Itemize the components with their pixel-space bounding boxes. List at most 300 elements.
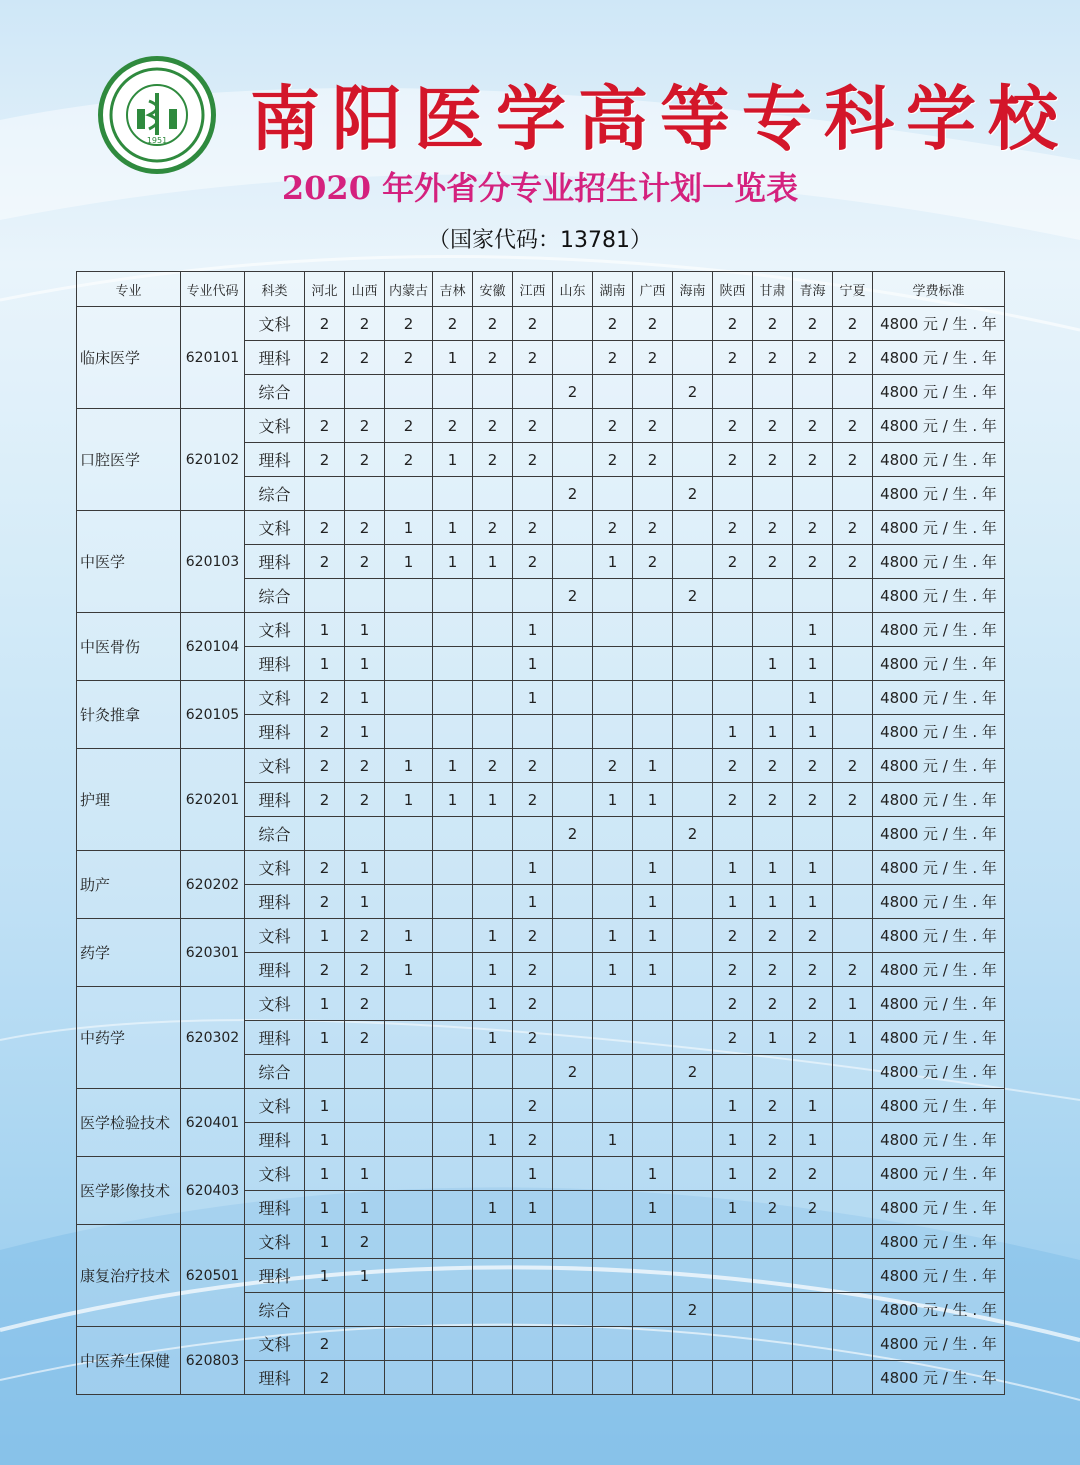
quota-cell: 1 xyxy=(473,1123,513,1157)
major-name: 医学影像技术 xyxy=(77,1157,181,1225)
quota-cell: 2 xyxy=(345,783,385,817)
quota-cell xyxy=(833,851,873,885)
quota-cell: 2 xyxy=(713,511,753,545)
quota-cell: 1 xyxy=(345,647,385,681)
quota-cell: 1 xyxy=(713,1191,753,1225)
quota-cell xyxy=(553,1191,593,1225)
quota-cell xyxy=(385,817,433,851)
quota-cell: 1 xyxy=(633,1191,673,1225)
quota-cell xyxy=(833,1225,873,1259)
tuition-cell: 4800 元 / 生 . 年 xyxy=(873,375,1005,409)
category-cell: 理科 xyxy=(245,545,305,579)
quota-cell: 1 xyxy=(713,851,753,885)
quota-cell xyxy=(713,1055,753,1089)
quota-cell xyxy=(673,1225,713,1259)
tuition-cell: 4800 元 / 生 . 年 xyxy=(873,715,1005,749)
quota-cell xyxy=(673,545,713,579)
quota-cell xyxy=(513,477,553,511)
quota-cell xyxy=(433,987,473,1021)
quota-cell xyxy=(633,1089,673,1123)
quota-cell xyxy=(833,919,873,953)
quota-cell xyxy=(433,953,473,987)
quota-cell: 1 xyxy=(793,715,833,749)
quota-cell: 2 xyxy=(673,477,713,511)
quota-cell: 2 xyxy=(753,1191,793,1225)
quota-cell: 2 xyxy=(713,953,753,987)
quota-cell: 2 xyxy=(633,545,673,579)
tuition-cell: 4800 元 / 生 . 年 xyxy=(873,1089,1005,1123)
category-cell: 综合 xyxy=(245,579,305,613)
tuition-cell: 4800 元 / 生 . 年 xyxy=(873,477,1005,511)
quota-cell xyxy=(385,1259,433,1293)
quota-cell: 2 xyxy=(553,375,593,409)
quota-cell xyxy=(433,375,473,409)
quota-cell: 2 xyxy=(753,511,793,545)
quota-cell xyxy=(345,1361,385,1395)
major-code: 620302 xyxy=(181,987,245,1089)
quota-cell xyxy=(633,1021,673,1055)
quota-cell: 2 xyxy=(833,953,873,987)
quota-cell xyxy=(713,477,753,511)
quota-cell xyxy=(473,1293,513,1327)
quota-cell xyxy=(593,1293,633,1327)
quota-cell xyxy=(793,1361,833,1395)
quota-cell: 1 xyxy=(305,1225,345,1259)
quota-cell: 2 xyxy=(305,341,345,375)
quota-cell: 1 xyxy=(473,953,513,987)
quota-cell: 1 xyxy=(385,749,433,783)
quota-cell: 1 xyxy=(593,1123,633,1157)
quota-cell xyxy=(673,647,713,681)
quota-cell: 1 xyxy=(593,783,633,817)
major-name: 中医骨伤 xyxy=(77,613,181,681)
quota-cell xyxy=(833,1259,873,1293)
quota-cell xyxy=(673,1191,713,1225)
quota-cell xyxy=(433,477,473,511)
quota-cell xyxy=(593,1055,633,1089)
quota-cell xyxy=(633,681,673,715)
quota-cell: 2 xyxy=(793,545,833,579)
quota-cell xyxy=(673,851,713,885)
quota-cell xyxy=(633,1055,673,1089)
quota-cell xyxy=(473,477,513,511)
column-header: 山西 xyxy=(345,272,385,307)
quota-cell: 1 xyxy=(345,715,385,749)
tuition-cell: 4800 元 / 生 . 年 xyxy=(873,749,1005,783)
quota-cell: 1 xyxy=(633,953,673,987)
category-cell: 文科 xyxy=(245,1157,305,1191)
quota-cell xyxy=(673,1021,713,1055)
quota-cell xyxy=(593,1157,633,1191)
quota-cell xyxy=(433,613,473,647)
quota-cell xyxy=(345,1123,385,1157)
quota-cell: 2 xyxy=(433,409,473,443)
quota-cell: 2 xyxy=(305,409,345,443)
quota-cell: 2 xyxy=(713,783,753,817)
column-header: 专业 xyxy=(77,272,181,307)
tuition-cell: 4800 元 / 生 . 年 xyxy=(873,987,1005,1021)
quota-cell xyxy=(473,613,513,647)
quota-cell xyxy=(433,1021,473,1055)
quota-cell xyxy=(833,579,873,613)
quota-cell xyxy=(553,409,593,443)
major-name: 口腔医学 xyxy=(77,409,181,511)
quota-cell xyxy=(433,579,473,613)
quota-cell xyxy=(433,919,473,953)
quota-cell xyxy=(385,1021,433,1055)
quota-cell: 2 xyxy=(633,511,673,545)
quota-cell: 1 xyxy=(753,851,793,885)
major-code: 620403 xyxy=(181,1157,245,1225)
major-name: 针灸推拿 xyxy=(77,681,181,749)
quota-cell xyxy=(553,681,593,715)
quota-cell: 1 xyxy=(633,1157,673,1191)
quota-cell: 1 xyxy=(433,545,473,579)
column-header: 海南 xyxy=(673,272,713,307)
quota-cell xyxy=(673,511,713,545)
category-cell: 综合 xyxy=(245,375,305,409)
quota-cell xyxy=(593,851,633,885)
category-cell: 文科 xyxy=(245,1089,305,1123)
quota-cell xyxy=(833,1361,873,1395)
quota-cell: 1 xyxy=(513,647,553,681)
quota-cell xyxy=(385,1055,433,1089)
quota-cell xyxy=(473,1225,513,1259)
tuition-cell: 4800 元 / 生 . 年 xyxy=(873,885,1005,919)
column-header: 广西 xyxy=(633,272,673,307)
tuition-cell: 4800 元 / 生 . 年 xyxy=(873,1191,1005,1225)
quota-cell: 2 xyxy=(385,341,433,375)
quota-cell xyxy=(633,1327,673,1361)
quota-cell xyxy=(833,715,873,749)
quota-cell: 1 xyxy=(513,1191,553,1225)
quota-cell: 2 xyxy=(385,409,433,443)
quota-cell: 2 xyxy=(713,919,753,953)
quota-cell xyxy=(793,817,833,851)
quota-cell: 2 xyxy=(553,477,593,511)
category-cell: 文科 xyxy=(245,749,305,783)
quota-cell: 2 xyxy=(713,307,753,341)
school-name: 南阳医学高等专科学校 xyxy=(250,77,1070,160)
major-code: 620102 xyxy=(181,409,245,511)
quota-cell: 2 xyxy=(793,987,833,1021)
quota-cell xyxy=(673,307,713,341)
tuition-cell: 4800 元 / 生 . 年 xyxy=(873,1293,1005,1327)
quota-cell xyxy=(753,681,793,715)
quota-cell: 2 xyxy=(305,749,345,783)
quota-cell xyxy=(385,1089,433,1123)
quota-cell: 1 xyxy=(513,851,553,885)
quota-cell: 1 xyxy=(753,1021,793,1055)
quota-cell xyxy=(385,647,433,681)
tuition-cell: 4800 元 / 生 . 年 xyxy=(873,613,1005,647)
quota-cell xyxy=(553,987,593,1021)
quota-cell: 1 xyxy=(473,783,513,817)
quota-cell: 2 xyxy=(593,443,633,477)
quota-cell xyxy=(433,1123,473,1157)
quota-cell xyxy=(593,817,633,851)
major-code: 620401 xyxy=(181,1089,245,1157)
quota-cell xyxy=(753,477,793,511)
quota-cell: 2 xyxy=(345,443,385,477)
category-cell: 文科 xyxy=(245,987,305,1021)
quota-cell xyxy=(633,1259,673,1293)
quota-cell xyxy=(553,919,593,953)
column-header: 专业代码 xyxy=(181,272,245,307)
quota-cell xyxy=(385,1123,433,1157)
quota-cell xyxy=(473,851,513,885)
quota-cell xyxy=(513,579,553,613)
quota-cell: 2 xyxy=(513,409,553,443)
tuition-cell: 4800 元 / 生 . 年 xyxy=(873,919,1005,953)
category-cell: 文科 xyxy=(245,1327,305,1361)
quota-cell xyxy=(513,1327,553,1361)
quota-cell: 1 xyxy=(385,783,433,817)
quota-cell: 1 xyxy=(433,749,473,783)
tuition-cell: 4800 元 / 生 . 年 xyxy=(873,1157,1005,1191)
quota-cell: 2 xyxy=(793,749,833,783)
category-cell: 文科 xyxy=(245,851,305,885)
category-cell: 理科 xyxy=(245,1259,305,1293)
quota-cell: 2 xyxy=(673,817,713,851)
quota-cell: 2 xyxy=(345,307,385,341)
quota-cell: 1 xyxy=(385,545,433,579)
quota-cell: 2 xyxy=(633,341,673,375)
quota-cell xyxy=(305,1293,345,1327)
quota-cell: 2 xyxy=(753,409,793,443)
quota-cell: 2 xyxy=(513,749,553,783)
quota-cell xyxy=(553,783,593,817)
quota-cell xyxy=(753,1327,793,1361)
quota-cell xyxy=(305,477,345,511)
quota-cell xyxy=(593,375,633,409)
category-cell: 文科 xyxy=(245,919,305,953)
quota-cell: 2 xyxy=(305,1361,345,1395)
tuition-cell: 4800 元 / 生 . 年 xyxy=(873,817,1005,851)
quota-cell xyxy=(433,1225,473,1259)
quota-cell: 2 xyxy=(593,307,633,341)
quota-cell xyxy=(633,375,673,409)
tuition-cell: 4800 元 / 生 . 年 xyxy=(873,1021,1005,1055)
quota-cell: 1 xyxy=(513,1157,553,1191)
quota-cell xyxy=(385,681,433,715)
quota-cell xyxy=(793,1225,833,1259)
table-row xyxy=(77,749,1005,783)
quota-cell xyxy=(385,1361,433,1395)
major-code: 620803 xyxy=(181,1327,245,1395)
quota-cell: 2 xyxy=(793,919,833,953)
quota-cell xyxy=(473,1361,513,1395)
category-cell: 文科 xyxy=(245,307,305,341)
quota-cell: 2 xyxy=(793,443,833,477)
major-name: 药学 xyxy=(77,919,181,987)
quota-cell xyxy=(553,613,593,647)
tuition-cell: 4800 元 / 生 . 年 xyxy=(873,511,1005,545)
major-name: 医学检验技术 xyxy=(77,1089,181,1157)
quota-cell xyxy=(593,1021,633,1055)
quota-cell: 1 xyxy=(633,885,673,919)
column-header: 青海 xyxy=(793,272,833,307)
quota-cell: 1 xyxy=(305,1089,345,1123)
quota-cell xyxy=(593,647,633,681)
quota-cell xyxy=(593,1259,633,1293)
quota-cell: 1 xyxy=(345,613,385,647)
quota-cell: 2 xyxy=(713,1021,753,1055)
quota-cell xyxy=(513,1055,553,1089)
category-cell: 理科 xyxy=(245,341,305,375)
quota-cell: 2 xyxy=(753,443,793,477)
quota-cell: 2 xyxy=(433,307,473,341)
quota-cell: 1 xyxy=(713,885,753,919)
quota-cell: 2 xyxy=(553,1055,593,1089)
major-code: 620103 xyxy=(181,511,245,613)
quota-cell: 1 xyxy=(385,953,433,987)
quota-cell xyxy=(833,885,873,919)
quota-cell xyxy=(673,1259,713,1293)
quota-cell: 1 xyxy=(513,681,553,715)
quota-cell: 1 xyxy=(305,1157,345,1191)
quota-cell: 2 xyxy=(793,1157,833,1191)
quota-cell: 1 xyxy=(713,1089,753,1123)
svg-text:1951: 1951 xyxy=(146,136,168,145)
quota-cell: 2 xyxy=(713,443,753,477)
quota-cell: 2 xyxy=(305,953,345,987)
major-name: 中医学 xyxy=(77,511,181,613)
quota-cell: 2 xyxy=(473,307,513,341)
quota-cell xyxy=(833,681,873,715)
quota-cell xyxy=(673,953,713,987)
column-header: 内蒙古 xyxy=(385,272,433,307)
quota-cell xyxy=(473,1157,513,1191)
quota-cell xyxy=(753,1259,793,1293)
tuition-cell: 4800 元 / 生 . 年 xyxy=(873,307,1005,341)
quota-cell: 1 xyxy=(345,1157,385,1191)
quota-cell xyxy=(753,1225,793,1259)
column-header: 安徽 xyxy=(473,272,513,307)
table-row xyxy=(77,511,1005,545)
major-code: 620104 xyxy=(181,613,245,681)
quota-cell: 2 xyxy=(305,1327,345,1361)
quota-cell xyxy=(673,1361,713,1395)
column-header: 河北 xyxy=(305,272,345,307)
major-name: 中药学 xyxy=(77,987,181,1089)
quota-cell xyxy=(833,1089,873,1123)
quota-cell: 2 xyxy=(513,341,553,375)
column-header: 陕西 xyxy=(713,272,753,307)
quota-cell: 2 xyxy=(345,953,385,987)
quota-cell xyxy=(833,375,873,409)
quota-cell: 1 xyxy=(305,1123,345,1157)
quota-cell xyxy=(473,1055,513,1089)
quota-cell: 1 xyxy=(793,885,833,919)
tuition-cell: 4800 元 / 生 . 年 xyxy=(873,783,1005,817)
quota-cell: 1 xyxy=(793,1089,833,1123)
quota-cell: 1 xyxy=(633,851,673,885)
quota-cell: 1 xyxy=(305,1021,345,1055)
category-cell: 理科 xyxy=(245,783,305,817)
category-cell: 综合 xyxy=(245,817,305,851)
quota-cell xyxy=(673,1089,713,1123)
quota-cell xyxy=(553,851,593,885)
quota-cell xyxy=(593,1225,633,1259)
quota-cell: 2 xyxy=(305,715,345,749)
tuition-cell: 4800 元 / 生 . 年 xyxy=(873,1327,1005,1361)
quota-cell xyxy=(673,1157,713,1191)
quota-cell xyxy=(433,647,473,681)
quota-cell: 2 xyxy=(833,443,873,477)
quota-cell: 2 xyxy=(753,749,793,783)
quota-cell xyxy=(433,851,473,885)
quota-cell: 2 xyxy=(713,341,753,375)
quota-cell: 2 xyxy=(345,545,385,579)
quota-cell: 1 xyxy=(473,1021,513,1055)
table-row xyxy=(77,409,1005,443)
quota-cell: 1 xyxy=(385,511,433,545)
major-name: 中医养生保健 xyxy=(77,1327,181,1395)
quota-cell xyxy=(713,1327,753,1361)
column-header: 湖南 xyxy=(593,272,633,307)
major-name: 康复治疗技术 xyxy=(77,1225,181,1327)
quota-cell xyxy=(753,613,793,647)
tuition-cell: 4800 元 / 生 . 年 xyxy=(873,1259,1005,1293)
quota-cell: 2 xyxy=(793,341,833,375)
quota-cell: 1 xyxy=(713,1123,753,1157)
national-code: （国家代码：13781） xyxy=(428,228,652,253)
quota-cell xyxy=(385,987,433,1021)
quota-cell: 1 xyxy=(793,613,833,647)
quota-cell xyxy=(593,579,633,613)
quota-cell: 1 xyxy=(433,783,473,817)
quota-cell xyxy=(385,375,433,409)
quota-cell: 1 xyxy=(385,919,433,953)
quota-cell xyxy=(305,375,345,409)
major-name: 助产 xyxy=(77,851,181,919)
category-cell: 文科 xyxy=(245,409,305,443)
quota-cell xyxy=(593,1191,633,1225)
quota-cell xyxy=(673,341,713,375)
quota-cell xyxy=(305,579,345,613)
category-cell: 文科 xyxy=(245,511,305,545)
quota-cell xyxy=(753,1361,793,1395)
quota-cell: 2 xyxy=(753,953,793,987)
quota-cell: 1 xyxy=(793,681,833,715)
quota-cell: 1 xyxy=(473,919,513,953)
quota-cell xyxy=(513,1293,553,1327)
quota-cell xyxy=(673,987,713,1021)
quota-cell xyxy=(833,477,873,511)
quota-cell: 2 xyxy=(345,987,385,1021)
quota-cell: 1 xyxy=(593,545,633,579)
college-logo xyxy=(98,56,216,174)
quota-cell xyxy=(553,1123,593,1157)
quota-cell xyxy=(553,953,593,987)
quota-cell: 2 xyxy=(473,409,513,443)
quota-cell xyxy=(553,647,593,681)
quota-cell: 2 xyxy=(305,511,345,545)
quota-cell xyxy=(385,1191,433,1225)
tuition-cell: 4800 元 / 生 . 年 xyxy=(873,681,1005,715)
table-row xyxy=(77,307,1005,341)
quota-cell xyxy=(553,885,593,919)
quota-cell xyxy=(633,613,673,647)
quota-cell: 2 xyxy=(345,511,385,545)
quota-cell: 2 xyxy=(753,987,793,1021)
quota-cell xyxy=(593,477,633,511)
major-code: 620201 xyxy=(181,749,245,851)
quota-cell: 2 xyxy=(833,783,873,817)
quota-cell xyxy=(473,1327,513,1361)
quota-cell: 1 xyxy=(345,885,385,919)
